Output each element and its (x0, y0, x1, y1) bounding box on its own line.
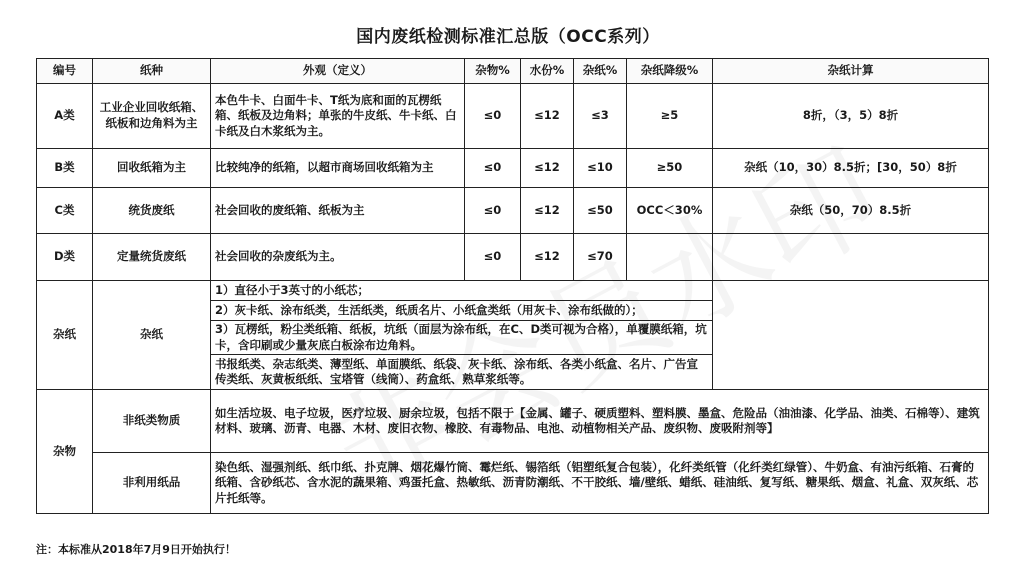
row-impurity: ≤0 (465, 234, 521, 281)
misc-item: 2）灰卡纸、涂布纸类，生活纸类，纸质名片、小纸盒类纸（用灰卡、涂布纸做的）； (211, 301, 713, 321)
table-row (37, 234, 989, 281)
header-misc-paper: 杂纸% (574, 59, 627, 84)
header-downgrade: 杂纸降级% (627, 59, 713, 84)
misc-code: 杂纸 (37, 281, 93, 390)
header-row (37, 59, 989, 84)
table-row (37, 84, 989, 149)
row-moisture: ≤12 (521, 84, 574, 149)
impurity-type: 非纸类物质 (93, 390, 211, 453)
row-appearance: 比较纯净的纸箱，以超市商场回收纸箱为主 (211, 149, 465, 188)
table-row (37, 188, 989, 234)
row-paper-type: 统货废纸 (93, 188, 211, 234)
row-impurity: ≤0 (465, 188, 521, 234)
row-appearance: 社会回收的杂废纸为主。 (211, 234, 465, 281)
misc-type: 杂纸 (93, 281, 211, 390)
row-calc: 杂纸（10，30）8.5折；[30，50）8折 (713, 149, 989, 188)
row-impurity: ≤0 (465, 84, 521, 149)
row-calc: 杂纸（50，70）8.5折 (713, 188, 989, 234)
footnote: 注：本标准从2018年7月9日开始执行！ (36, 543, 236, 556)
header-paper-type: 纸种 (93, 59, 211, 84)
row-calc (713, 234, 989, 281)
row-misc-paper: ≤10 (574, 149, 627, 188)
impurity-desc: 如生活垃圾、电子垃圾，医疗垃圾、厨余垃圾，包括不限于【金属、罐子、硬质塑料、塑料膜、墨盒、危险品（油油漆、化学品、油类、石棉等）、建筑材料、玻璃、沥青、电器、木材、废旧衣物、橡胶、有毒物品、电池、动植物相关产品、废织物、废吸附剂等】 (211, 390, 989, 453)
row-calc: 8折，（3，5）8折 (713, 84, 989, 149)
row-misc-paper: ≤50 (574, 188, 627, 234)
misc-row (37, 281, 989, 301)
header-appearance: 外观（定义） (211, 59, 465, 84)
row-code: C类 (37, 188, 93, 234)
impurity-type: 非利用纸品 (93, 453, 211, 514)
impurity-desc: 染色纸、湿强剂纸、纸巾纸、扑克牌、烟花爆竹筒、霉烂纸、锡箔纸（铝塑纸复合包装），化纤类纸管（化纤类红绿管）、牛奶盒、有油污纸箱、石膏的纸箱、含砂纸芯、含水泥的蔬果箱、鸡蛋托盒、热敏纸、沥青防潮纸、不干胶纸、墙/壁纸、蜡纸、硅油纸、复写纸、糖果纸、烟盒、礼盒、双灰纸、芯片托纸等。 (211, 453, 989, 514)
row-misc-paper: ≤70 (574, 234, 627, 281)
misc-item: 3）瓦楞纸，粉尘类纸箱、纸板，坑纸（面层为涂布纸，在C、D类可视为合格），单覆膜纸箱，坑卡，含印刷或少量灰底白板涂布边角料。 (211, 321, 713, 355)
impurity-code: 杂物 (37, 390, 93, 514)
header-impurity: 杂物% (465, 59, 521, 84)
row-moisture: ≤12 (521, 234, 574, 281)
misc-item: 书报纸类、杂志纸类、薄型纸、单面膜纸、纸袋、灰卡纸、涂布纸、各类小纸盒、名片、广告宣传类纸、灰黄板纸纸、宝塔管（线筒）、药盒纸、熟草浆纸等。 (211, 355, 713, 390)
row-downgrade: OCC＜30% (627, 188, 713, 234)
row-code: B类 (37, 149, 93, 188)
page-title: 国内废纸检测标准汇总版（OCC系列） (356, 27, 660, 47)
row-impurity: ≤0 (465, 149, 521, 188)
impurity-row (37, 453, 989, 514)
row-code: D类 (37, 234, 93, 281)
row-paper-type: 定量统货废纸 (93, 234, 211, 281)
row-moisture: ≤12 (521, 149, 574, 188)
misc-item: 1）直径小于3英寸的小纸芯； (211, 281, 713, 301)
misc-calc-empty (713, 281, 989, 390)
impurity-row (37, 390, 989, 453)
header-calc: 杂纸计算 (713, 59, 989, 84)
row-appearance: 本色牛卡、白面牛卡、T纸为底和面的瓦楞纸箱、纸板及边角料；单张的牛皮纸、牛卡纸、白卡纸及白木浆纸为主。 (211, 84, 465, 149)
row-paper-type: 工业企业回收纸箱、纸板和边角料为主 (93, 84, 211, 149)
standards-table (36, 58, 989, 514)
header-moisture: 水份% (521, 59, 574, 84)
row-downgrade (627, 234, 713, 281)
row-moisture: ≤12 (521, 188, 574, 234)
row-code: A类 (37, 84, 93, 149)
table-row (37, 149, 989, 188)
row-downgrade: ≥50 (627, 149, 713, 188)
row-appearance: 社会回收的废纸箱、纸板为主 (211, 188, 465, 234)
row-downgrade: ≥5 (627, 84, 713, 149)
row-misc-paper: ≤3 (574, 84, 627, 149)
header-code: 编号 (37, 59, 93, 84)
row-paper-type: 回收纸箱为主 (93, 149, 211, 188)
